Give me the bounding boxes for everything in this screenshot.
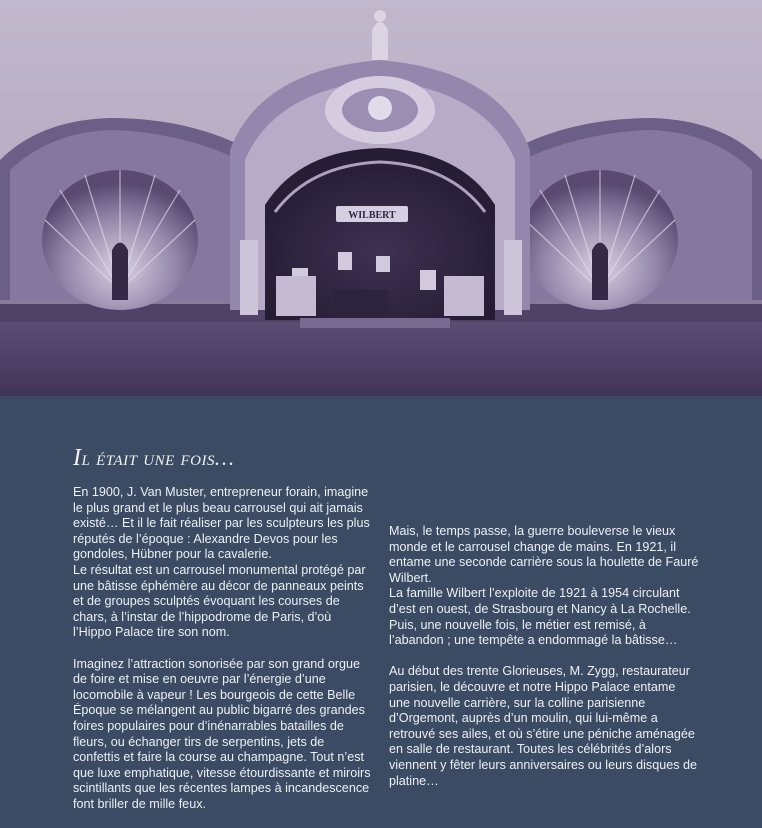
section-heading <box>73 445 234 472</box>
wilbert-sign: WILBERT <box>348 210 396 221</box>
paragraph: En 1900, J. Van Muster, entrepreneur forain, imagine le plus grand et le plus beau carrousel qui ait jamais existé… Et il le fait réaliser par les sculpteurs les plus réputés de l’époque : Alexandre Devos pour les gondoles, Hübner pour la cavalerie. <box>73 485 370 562</box>
heading-rest: l était une fois… <box>81 446 235 470</box>
paragraph: Le résultat est un carrousel monumental protégé par une bâtisse éphémère au décor de panneaux peints et de groupes sculptés évoquant les courses de chars, à l’instar de l’hippodrome de Paris, d’où l’Hippo Palace tire son nom. <box>73 562 366 640</box>
right-text-column <box>389 524 699 805</box>
heading-initial: I <box>73 445 82 471</box>
carousel-facade-photo <box>0 0 762 396</box>
paragraph: Mais, le temps passe, la guerre bouleverse le vieux monde et le carrousel change de mains. En 1921, il entame une seconde carrière sous la houlette de Fauré Wilbert. <box>389 524 699 585</box>
paragraph: Imaginez l’attraction sonorisée par son grand orgue de foire et mise en oeuvre par l’énergie d’une locomobile à vapeur ! Les bourgeois de cette Belle Époque se mélangent au public bigarré des grandes foires populaires pour d’inénarrables batailles de fleurs, ou échanger tirs de serpentins, jets de confettis et faire la course au champagne. Tout n’est que luxe emphatique, vitesse étourdissante et miroirs scintillants que les récentes lampes à incandescence font briller de mille feux. <box>73 656 371 811</box>
paragraph: La famille Wilbert l’exploite de 1921 à 1954 circulant d’est en ouest, de Strasbourg et Nancy à La Rochelle. Puis, une nouvelle fois, le métier est remisé, à l’abandon ; une tempête a endommagé la bâtisse… <box>389 586 691 648</box>
left-text-column <box>73 485 373 828</box>
paragraph: Au début des trente Glorieuses, M. Zygg, restaurateur parisien, le découvre et notre Hippo Palace entame une nouvelle carrière, sur la colline parisienne d’Orgemont, auprès d’un moulin, qui lui-même a retrouvé ses ailes, et où s’étire une péniche aménagée en salle de restaurant. Toutes les célébrités d’alors viennent y fêter leurs anniversaires ou leurs disques de platine… <box>389 664 698 788</box>
